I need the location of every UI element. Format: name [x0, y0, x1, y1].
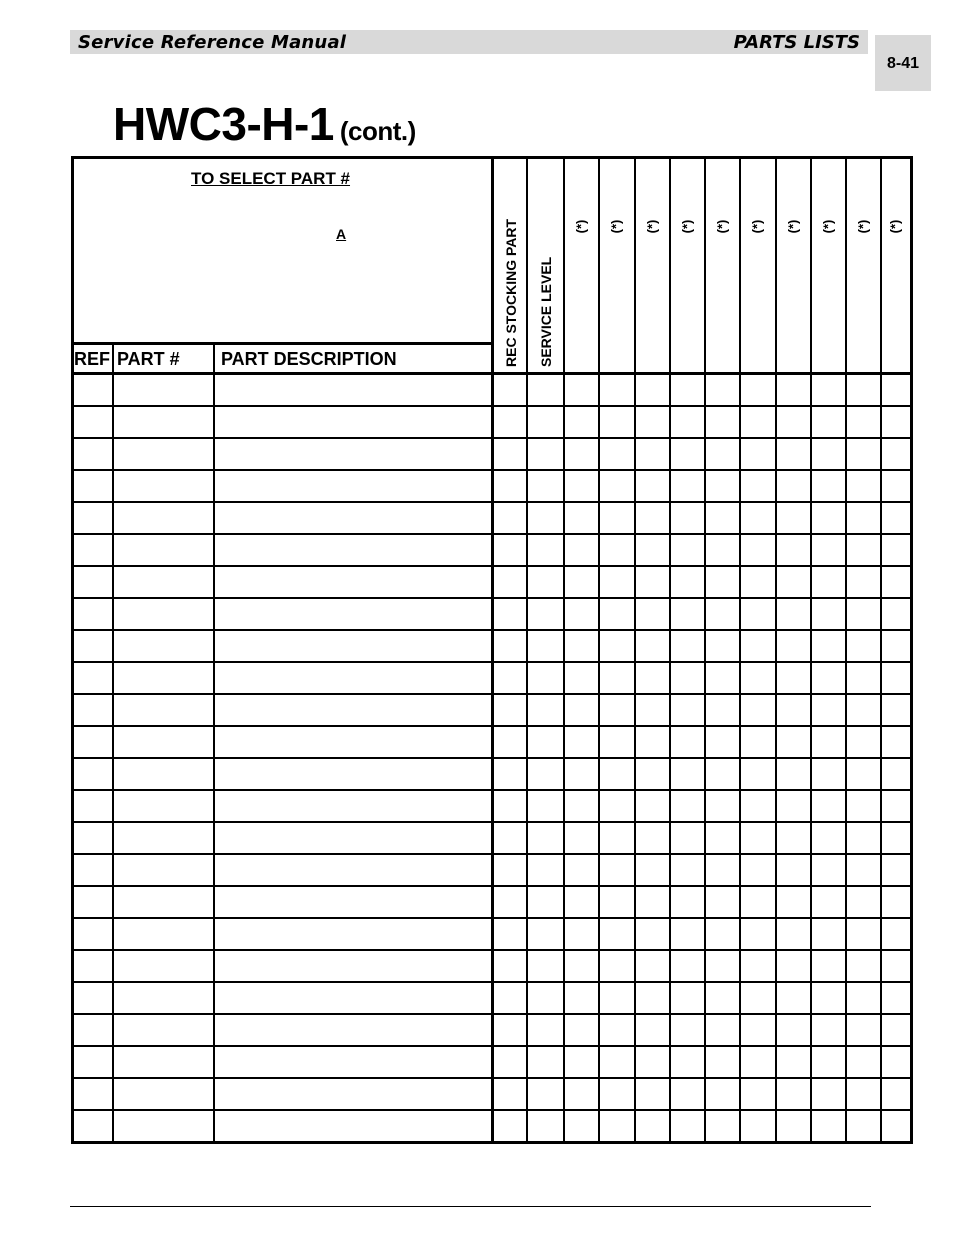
option-column-label: (*)	[820, 219, 835, 234]
option-column-divider	[739, 159, 741, 1141]
option-column-label: (*)	[573, 219, 588, 234]
option-column-label: (*)	[749, 219, 765, 234]
option-column-header	[634, 159, 669, 373]
footer-rule	[70, 1206, 871, 1207]
parts-table	[71, 156, 913, 1144]
column-a-label: A	[336, 226, 347, 242]
select-part-label: TO SELECT PART #	[191, 169, 351, 188]
option-column-header	[845, 159, 880, 373]
option-column-divider	[845, 159, 847, 1141]
option-column-label: (*)	[679, 219, 694, 234]
option-column-divider	[634, 159, 636, 1141]
section-title: PARTS LISTS	[733, 32, 860, 53]
ref-column-divider	[112, 342, 114, 1141]
option-column-label: (*)	[644, 219, 659, 234]
option-column-label: (*)	[855, 219, 870, 234]
rec-stocking-column-header	[494, 159, 528, 373]
rec-stocking-label: REC STOCKING PART	[503, 218, 519, 367]
part-column-divider	[213, 342, 215, 1141]
ref-header: REF	[74, 349, 110, 369]
column-header-row	[74, 342, 494, 373]
option-column-label: (*)	[785, 219, 800, 234]
service-level-column-header	[528, 159, 563, 373]
select-part-area	[74, 159, 494, 342]
service-level-divider	[526, 159, 528, 1141]
title-continued: (cont.)	[339, 116, 416, 146]
option-column-divider	[704, 159, 706, 1141]
option-column-divider	[775, 159, 777, 1141]
option-column-header	[880, 159, 910, 373]
page-number-tab	[875, 35, 931, 91]
option-column-header	[704, 159, 739, 373]
option-column-label: (*)	[608, 219, 624, 234]
option-column-label: (*)	[714, 219, 729, 234]
part-description-header: PART DESCRIPTION	[221, 349, 397, 369]
option-column-header	[775, 159, 810, 373]
model-title: HWC3-H-1	[113, 98, 334, 150]
manual-title: Service Reference Manual	[78, 32, 347, 53]
page-number: 8-41	[886, 55, 920, 72]
option-column-divider	[598, 159, 600, 1141]
option-column-divider	[563, 159, 565, 1141]
part-number-header: PART #	[117, 349, 180, 369]
service-level-label: SERVICE LEVEL	[537, 256, 554, 367]
option-column-header	[739, 159, 775, 373]
option-column-divider	[810, 159, 812, 1141]
option-column-divider	[880, 159, 882, 1141]
description-column-divider	[491, 159, 494, 1141]
option-column-divider	[669, 159, 671, 1141]
option-column-header	[563, 159, 598, 373]
page-header-bar	[70, 30, 868, 54]
option-column-label: (*)	[887, 219, 903, 234]
page-title	[113, 97, 416, 151]
option-column-header	[810, 159, 845, 373]
option-column-header	[669, 159, 704, 373]
option-column-header	[598, 159, 634, 373]
